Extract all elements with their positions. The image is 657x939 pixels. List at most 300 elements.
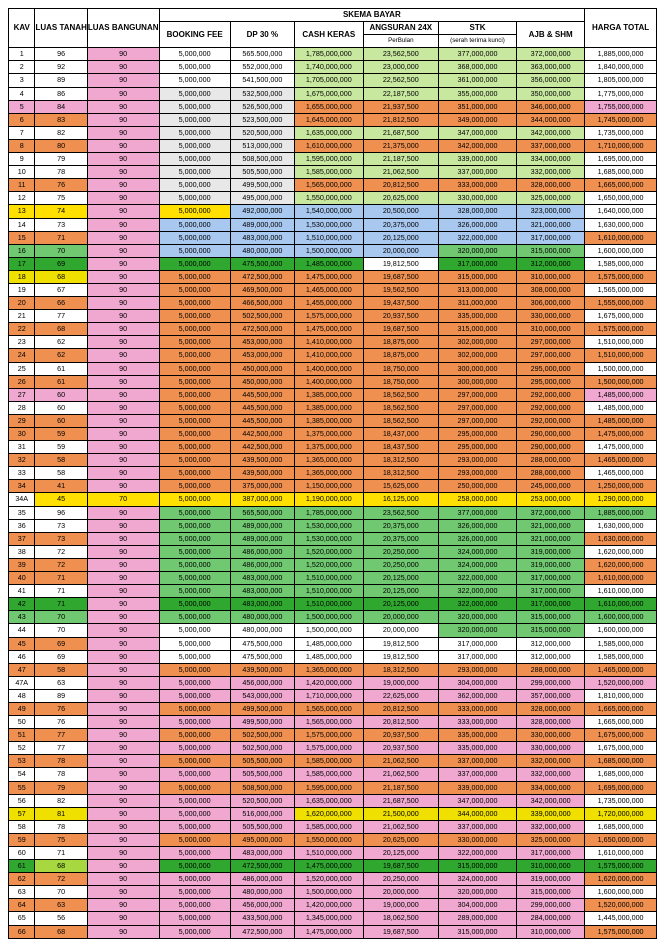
cell-dp: 520,500,000 (230, 126, 294, 139)
cell-ajb-shm: 321,000,000 (517, 519, 585, 532)
table-row (9, 886, 657, 899)
cell-luas-tanah: 63 (35, 676, 87, 689)
cell-luas-tanah: 77 (35, 310, 87, 323)
table-row (9, 807, 657, 820)
cell-dp: 502,500,000 (230, 310, 294, 323)
cell-booking-fee: 5,000,000 (159, 807, 230, 820)
cell-ajb-shm: 295,000,000 (517, 375, 585, 388)
table-row (9, 218, 657, 231)
cell-kav: 44 (9, 624, 35, 637)
cell-luas-tanah: 79 (35, 781, 87, 794)
table-row (9, 572, 657, 585)
cell-luas-tanah: 86 (35, 87, 87, 100)
cell-luas-tanah: 66 (35, 297, 87, 310)
cell-cash-keras: 1,520,000,000 (294, 545, 363, 558)
table-row (9, 297, 657, 310)
table-row (9, 729, 657, 742)
cell-stk: 311,000,000 (438, 297, 516, 310)
cell-stk: 302,000,000 (438, 349, 516, 362)
cell-kav: 26 (9, 375, 35, 388)
cell-stk: 324,000,000 (438, 558, 516, 571)
table-row (9, 702, 657, 715)
cell-dp: 480,000,000 (230, 624, 294, 637)
cell-harga-total: 1,665,000,000 (585, 179, 657, 192)
cell-luas-tanah: 72 (35, 545, 87, 558)
cell-harga-total: 1,600,000,000 (585, 886, 657, 899)
cell-booking-fee: 5,000,000 (159, 820, 230, 833)
cell-ajb-shm: 363,000,000 (517, 61, 585, 74)
cell-cash-keras: 1,375,000,000 (294, 441, 363, 454)
cell-dp: 475,500,000 (230, 650, 294, 663)
cell-booking-fee: 5,000,000 (159, 205, 230, 218)
cell-stk: 362,000,000 (438, 689, 516, 702)
table-row (9, 611, 657, 624)
cell-luas-tanah: 58 (35, 663, 87, 676)
cell-ajb-shm: 306,000,000 (517, 297, 585, 310)
table-row (9, 153, 657, 166)
cell-luas-tanah: 81 (35, 807, 87, 820)
cell-harga-total: 1,735,000,000 (585, 794, 657, 807)
cell-kav: 53 (9, 755, 35, 768)
cell-harga-total: 1,585,000,000 (585, 637, 657, 650)
cell-angsuran: 23,562,500 (363, 48, 438, 61)
cell-luas-tanah: 89 (35, 74, 87, 87)
cell-kav: 64 (9, 899, 35, 912)
cell-harga-total: 1,500,000,000 (585, 362, 657, 375)
cell-luas-tanah: 71 (35, 231, 87, 244)
cell-luas-tanah: 63 (35, 899, 87, 912)
table-row (9, 205, 657, 218)
cell-luas-tanah: 45 (35, 493, 87, 506)
cell-angsuran: 21,375,000 (363, 139, 438, 152)
cell-kav: 30 (9, 428, 35, 441)
cell-ajb-shm: 288,000,000 (517, 663, 585, 676)
cell-ajb-shm: 372,000,000 (517, 48, 585, 61)
cell-booking-fee: 5,000,000 (159, 87, 230, 100)
cell-angsuran: 20,125,000 (363, 847, 438, 860)
cell-angsuran: 20,250,000 (363, 545, 438, 558)
cell-dp: 499,500,000 (230, 716, 294, 729)
cell-stk: 250,000,000 (438, 480, 516, 493)
cell-angsuran: 19,687,500 (363, 860, 438, 873)
cell-harga-total: 1,805,000,000 (585, 74, 657, 87)
cell-luas-bangunan: 90 (87, 873, 159, 886)
cell-angsuran: 18,875,000 (363, 349, 438, 362)
cell-ajb-shm: 346,000,000 (517, 100, 585, 113)
cell-dp: 439,500,000 (230, 467, 294, 480)
cell-booking-fee: 5,000,000 (159, 454, 230, 467)
cell-dp: 502,500,000 (230, 729, 294, 742)
table-row (9, 323, 657, 336)
cell-harga-total: 1,620,000,000 (585, 558, 657, 571)
cell-luas-bangunan: 90 (87, 807, 159, 820)
table-row (9, 48, 657, 61)
cell-stk: 322,000,000 (438, 847, 516, 860)
cell-booking-fee: 5,000,000 (159, 794, 230, 807)
cell-kav: 38 (9, 545, 35, 558)
cell-luas-bangunan: 90 (87, 781, 159, 794)
cell-dp: 508,500,000 (230, 153, 294, 166)
cell-dp: 526,500,000 (230, 100, 294, 113)
cell-dp: 475,500,000 (230, 257, 294, 270)
cell-luas-tanah: 67 (35, 283, 87, 296)
cell-ajb-shm: 328,000,000 (517, 179, 585, 192)
cell-booking-fee: 5,000,000 (159, 598, 230, 611)
cell-luas-bangunan: 90 (87, 388, 159, 401)
cell-cash-keras: 1,635,000,000 (294, 794, 363, 807)
cell-luas-tanah: 58 (35, 467, 87, 480)
cell-cash-keras: 1,485,000,000 (294, 637, 363, 650)
cell-kav: 5 (9, 100, 35, 113)
cell-dp: 387,000,000 (230, 493, 294, 506)
cell-cash-keras: 1,565,000,000 (294, 716, 363, 729)
cell-luas-bangunan: 90 (87, 205, 159, 218)
cell-ajb-shm: 315,000,000 (517, 886, 585, 899)
col-header-harga-total: HARGA TOTAL (585, 9, 657, 48)
cell-harga-total: 1,585,000,000 (585, 257, 657, 270)
cell-angsuran: 21,812,500 (363, 113, 438, 126)
cell-harga-total: 1,575,000,000 (585, 270, 657, 283)
cell-dp: 469,500,000 (230, 283, 294, 296)
cell-ajb-shm: 337,000,000 (517, 139, 585, 152)
cell-harga-total: 1,675,000,000 (585, 729, 657, 742)
cell-cash-keras: 1,365,000,000 (294, 467, 363, 480)
cell-cash-keras: 1,675,000,000 (294, 87, 363, 100)
col-header-angsuran-sub: PerBulan (363, 35, 438, 48)
cell-cash-keras: 1,400,000,000 (294, 375, 363, 388)
cell-luas-bangunan: 90 (87, 572, 159, 585)
cell-luas-bangunan: 90 (87, 702, 159, 715)
cell-ajb-shm: 328,000,000 (517, 702, 585, 715)
cell-luas-bangunan: 90 (87, 231, 159, 244)
cell-cash-keras: 1,345,000,000 (294, 912, 363, 925)
cell-cash-keras: 1,510,000,000 (294, 585, 363, 598)
cell-kav: 45 (9, 637, 35, 650)
table-row (9, 506, 657, 519)
cell-kav: 21 (9, 310, 35, 323)
cell-stk: 297,000,000 (438, 414, 516, 427)
cell-dp: 456,000,000 (230, 676, 294, 689)
cell-stk: 295,000,000 (438, 428, 516, 441)
cell-kav: 6 (9, 113, 35, 126)
table-row (9, 873, 657, 886)
cell-booking-fee: 5,000,000 (159, 480, 230, 493)
cell-angsuran: 16,125,000 (363, 493, 438, 506)
cell-kav: 4 (9, 87, 35, 100)
cell-ajb-shm: 330,000,000 (517, 310, 585, 323)
cell-luas-bangunan: 90 (87, 192, 159, 205)
cell-kav: 12 (9, 192, 35, 205)
cell-angsuran: 20,375,000 (363, 218, 438, 231)
cell-angsuran: 20,000,000 (363, 886, 438, 899)
cell-booking-fee: 5,000,000 (159, 362, 230, 375)
cell-dp: 486,000,000 (230, 873, 294, 886)
cell-stk: 293,000,000 (438, 467, 516, 480)
cell-kav: 22 (9, 323, 35, 336)
cell-booking-fee: 5,000,000 (159, 742, 230, 755)
cell-dp: 505,500,000 (230, 768, 294, 781)
cell-stk: 258,000,000 (438, 493, 516, 506)
cell-harga-total: 1,585,000,000 (585, 650, 657, 663)
cell-kav: 51 (9, 729, 35, 742)
cell-luas-tanah: 78 (35, 755, 87, 768)
cell-booking-fee: 5,000,000 (159, 414, 230, 427)
cell-luas-tanah: 70 (35, 244, 87, 257)
cell-angsuran: 21,187,500 (363, 781, 438, 794)
col-header-ajb-shm: AJB & SHM (517, 22, 585, 48)
cell-luas-tanah: 96 (35, 506, 87, 519)
cell-luas-tanah: 70 (35, 611, 87, 624)
cell-kav: 48 (9, 689, 35, 702)
cell-luas-bangunan: 90 (87, 532, 159, 545)
cell-cash-keras: 1,610,000,000 (294, 139, 363, 152)
cell-stk: 337,000,000 (438, 820, 516, 833)
cell-kav: 8 (9, 139, 35, 152)
cell-angsuran: 20,125,000 (363, 585, 438, 598)
cell-stk: 315,000,000 (438, 323, 516, 336)
cell-dp: 439,500,000 (230, 454, 294, 467)
cell-luas-tanah: 73 (35, 519, 87, 532)
cell-luas-bangunan: 90 (87, 428, 159, 441)
cell-angsuran: 21,062,500 (363, 768, 438, 781)
cell-booking-fee: 5,000,000 (159, 833, 230, 846)
cell-cash-keras: 1,530,000,000 (294, 218, 363, 231)
cell-cash-keras: 1,190,000,000 (294, 493, 363, 506)
table-body (9, 48, 657, 938)
cell-luas-bangunan: 90 (87, 113, 159, 126)
cell-harga-total: 1,475,000,000 (585, 428, 657, 441)
cell-luas-bangunan: 90 (87, 794, 159, 807)
cell-luas-bangunan: 90 (87, 87, 159, 100)
cell-luas-bangunan: 90 (87, 663, 159, 676)
cell-luas-bangunan: 90 (87, 519, 159, 532)
cell-booking-fee: 5,000,000 (159, 179, 230, 192)
col-header-skema-bayar: SKEMA BAYAR (159, 9, 585, 22)
cell-luas-bangunan: 90 (87, 100, 159, 113)
cell-booking-fee: 5,000,000 (159, 702, 230, 715)
cell-kav: 34A (9, 493, 35, 506)
cell-angsuran: 20,812,500 (363, 179, 438, 192)
cell-booking-fee: 5,000,000 (159, 297, 230, 310)
cell-harga-total: 1,885,000,000 (585, 506, 657, 519)
cell-kav: 27 (9, 388, 35, 401)
cell-luas-bangunan: 90 (87, 833, 159, 846)
cell-luas-tanah: 72 (35, 873, 87, 886)
cell-booking-fee: 5,000,000 (159, 283, 230, 296)
table-row (9, 768, 657, 781)
cell-luas-tanah: 68 (35, 270, 87, 283)
cell-luas-tanah: 74 (35, 205, 87, 218)
cell-angsuran: 20,125,000 (363, 572, 438, 585)
table-row (9, 847, 657, 860)
cell-cash-keras: 1,475,000,000 (294, 323, 363, 336)
col-header-luas-tanah: LUAS TANAH (35, 9, 87, 48)
cell-angsuran: 20,375,000 (363, 519, 438, 532)
cell-harga-total: 1,510,000,000 (585, 336, 657, 349)
cell-dp: 486,000,000 (230, 558, 294, 571)
cell-luas-bangunan: 90 (87, 847, 159, 860)
cell-cash-keras: 1,475,000,000 (294, 860, 363, 873)
cell-harga-total: 1,610,000,000 (585, 572, 657, 585)
cell-booking-fee: 5,000,000 (159, 231, 230, 244)
cell-luas-bangunan: 90 (87, 558, 159, 571)
cell-kav: 35 (9, 506, 35, 519)
cell-ajb-shm: 290,000,000 (517, 428, 585, 441)
cell-ajb-shm: 319,000,000 (517, 873, 585, 886)
cell-stk: 324,000,000 (438, 873, 516, 886)
cell-harga-total: 1,685,000,000 (585, 820, 657, 833)
table-row (9, 585, 657, 598)
col-header-stk-sub: (serah terima kunci) (438, 35, 516, 48)
table-row (9, 532, 657, 545)
cell-luas-tanah: 71 (35, 598, 87, 611)
cell-luas-tanah: 79 (35, 153, 87, 166)
table-row (9, 689, 657, 702)
cell-kav: 10 (9, 166, 35, 179)
table-row (9, 349, 657, 362)
cell-stk: 330,000,000 (438, 833, 516, 846)
cell-luas-bangunan: 90 (87, 611, 159, 624)
cell-angsuran: 20,625,000 (363, 833, 438, 846)
cell-dp: 483,000,000 (230, 585, 294, 598)
cell-angsuran: 20,625,000 (363, 192, 438, 205)
cell-luas-tanah: 76 (35, 702, 87, 715)
table-row (9, 126, 657, 139)
cell-booking-fee: 5,000,000 (159, 153, 230, 166)
cell-booking-fee: 5,000,000 (159, 624, 230, 637)
cell-luas-bangunan: 90 (87, 768, 159, 781)
cell-booking-fee: 5,000,000 (159, 401, 230, 414)
cell-ajb-shm: 372,000,000 (517, 506, 585, 519)
cell-ajb-shm: 334,000,000 (517, 153, 585, 166)
cell-booking-fee: 5,000,000 (159, 218, 230, 231)
cell-luas-tanah: 60 (35, 388, 87, 401)
cell-ajb-shm: 315,000,000 (517, 624, 585, 637)
cell-harga-total: 1,575,000,000 (585, 323, 657, 336)
cell-luas-tanah: 70 (35, 624, 87, 637)
cell-booking-fee: 5,000,000 (159, 663, 230, 676)
cell-dp: 453,000,000 (230, 349, 294, 362)
cell-dp: 486,000,000 (230, 545, 294, 558)
cell-booking-fee: 5,000,000 (159, 860, 230, 873)
cell-dp: 450,000,000 (230, 375, 294, 388)
cell-angsuran: 19,687,500 (363, 925, 438, 938)
cell-kav: 16 (9, 244, 35, 257)
cell-harga-total: 1,485,000,000 (585, 414, 657, 427)
cell-stk: 313,000,000 (438, 283, 516, 296)
cell-luas-tanah: 71 (35, 847, 87, 860)
cell-harga-total: 1,755,000,000 (585, 100, 657, 113)
cell-ajb-shm: 319,000,000 (517, 545, 585, 558)
cell-stk: 320,000,000 (438, 624, 516, 637)
cell-luas-tanah: 41 (35, 480, 87, 493)
cell-angsuran: 20,000,000 (363, 244, 438, 257)
table-row (9, 833, 657, 846)
cell-harga-total: 1,575,000,000 (585, 860, 657, 873)
cell-ajb-shm: 350,000,000 (517, 87, 585, 100)
cell-luas-tanah: 69 (35, 637, 87, 650)
cell-kav: 19 (9, 283, 35, 296)
cell-booking-fee: 5,000,000 (159, 139, 230, 152)
cell-luas-tanah: 68 (35, 323, 87, 336)
cell-harga-total: 1,685,000,000 (585, 166, 657, 179)
cell-cash-keras: 1,705,000,000 (294, 74, 363, 87)
cell-luas-tanah: 77 (35, 729, 87, 742)
cell-booking-fee: 5,000,000 (159, 270, 230, 283)
table-row (9, 820, 657, 833)
cell-ajb-shm: 299,000,000 (517, 676, 585, 689)
cell-angsuran: 18,312,500 (363, 454, 438, 467)
cell-ajb-shm: 295,000,000 (517, 362, 585, 375)
cell-angsuran: 20,000,000 (363, 624, 438, 637)
table-row (9, 257, 657, 270)
cell-ajb-shm: 321,000,000 (517, 218, 585, 231)
cell-luas-bangunan: 90 (87, 349, 159, 362)
cell-kav: 18 (9, 270, 35, 283)
cell-dp: 442,500,000 (230, 441, 294, 454)
cell-angsuran: 21,687,500 (363, 126, 438, 139)
cell-ajb-shm: 339,000,000 (517, 807, 585, 820)
table-row (9, 755, 657, 768)
cell-kav: 54 (9, 768, 35, 781)
cell-kav: 59 (9, 833, 35, 846)
cell-booking-fee: 5,000,000 (159, 781, 230, 794)
cell-booking-fee: 5,000,000 (159, 506, 230, 519)
cell-stk: 324,000,000 (438, 545, 516, 558)
cell-stk: 333,000,000 (438, 716, 516, 729)
cell-kav: 56 (9, 794, 35, 807)
cell-booking-fee: 5,000,000 (159, 257, 230, 270)
cell-luas-bangunan: 90 (87, 650, 159, 663)
cell-stk: 337,000,000 (438, 755, 516, 768)
cell-cash-keras: 1,710,000,000 (294, 689, 363, 702)
cell-ajb-shm: 308,000,000 (517, 283, 585, 296)
cell-stk: 293,000,000 (438, 454, 516, 467)
table-row (9, 441, 657, 454)
cell-ajb-shm: 292,000,000 (517, 388, 585, 401)
cell-stk: 377,000,000 (438, 506, 516, 519)
cell-dp: 483,000,000 (230, 572, 294, 585)
cell-angsuran: 20,125,000 (363, 231, 438, 244)
cell-harga-total: 1,630,000,000 (585, 519, 657, 532)
cell-kav: 9 (9, 153, 35, 166)
cell-stk: 304,000,000 (438, 899, 516, 912)
cell-luas-tanah: 71 (35, 572, 87, 585)
cell-stk: 347,000,000 (438, 126, 516, 139)
cell-cash-keras: 1,520,000,000 (294, 558, 363, 571)
table-row (9, 166, 657, 179)
cell-cash-keras: 1,585,000,000 (294, 768, 363, 781)
cell-booking-fee: 5,000,000 (159, 637, 230, 650)
cell-angsuran: 18,562,500 (363, 401, 438, 414)
cell-kav: 65 (9, 912, 35, 925)
cell-luas-tanah: 70 (35, 886, 87, 899)
cell-harga-total: 1,885,000,000 (585, 48, 657, 61)
cell-luas-bangunan: 90 (87, 886, 159, 899)
cell-luas-tanah: 83 (35, 113, 87, 126)
cell-dp: 565.500,000 (230, 48, 294, 61)
cell-harga-total: 1,485,000,000 (585, 401, 657, 414)
cell-cash-keras: 1,550,000,000 (294, 192, 363, 205)
cell-dp: 472,500,000 (230, 860, 294, 873)
cell-luas-bangunan: 90 (87, 362, 159, 375)
cell-kav: 11 (9, 179, 35, 192)
cell-ajb-shm: 284,000,000 (517, 912, 585, 925)
cell-luas-tanah: 76 (35, 179, 87, 192)
cell-ajb-shm: 297,000,000 (517, 336, 585, 349)
cell-dp: 483,000,000 (230, 231, 294, 244)
cell-dp: 480,000,000 (230, 886, 294, 899)
